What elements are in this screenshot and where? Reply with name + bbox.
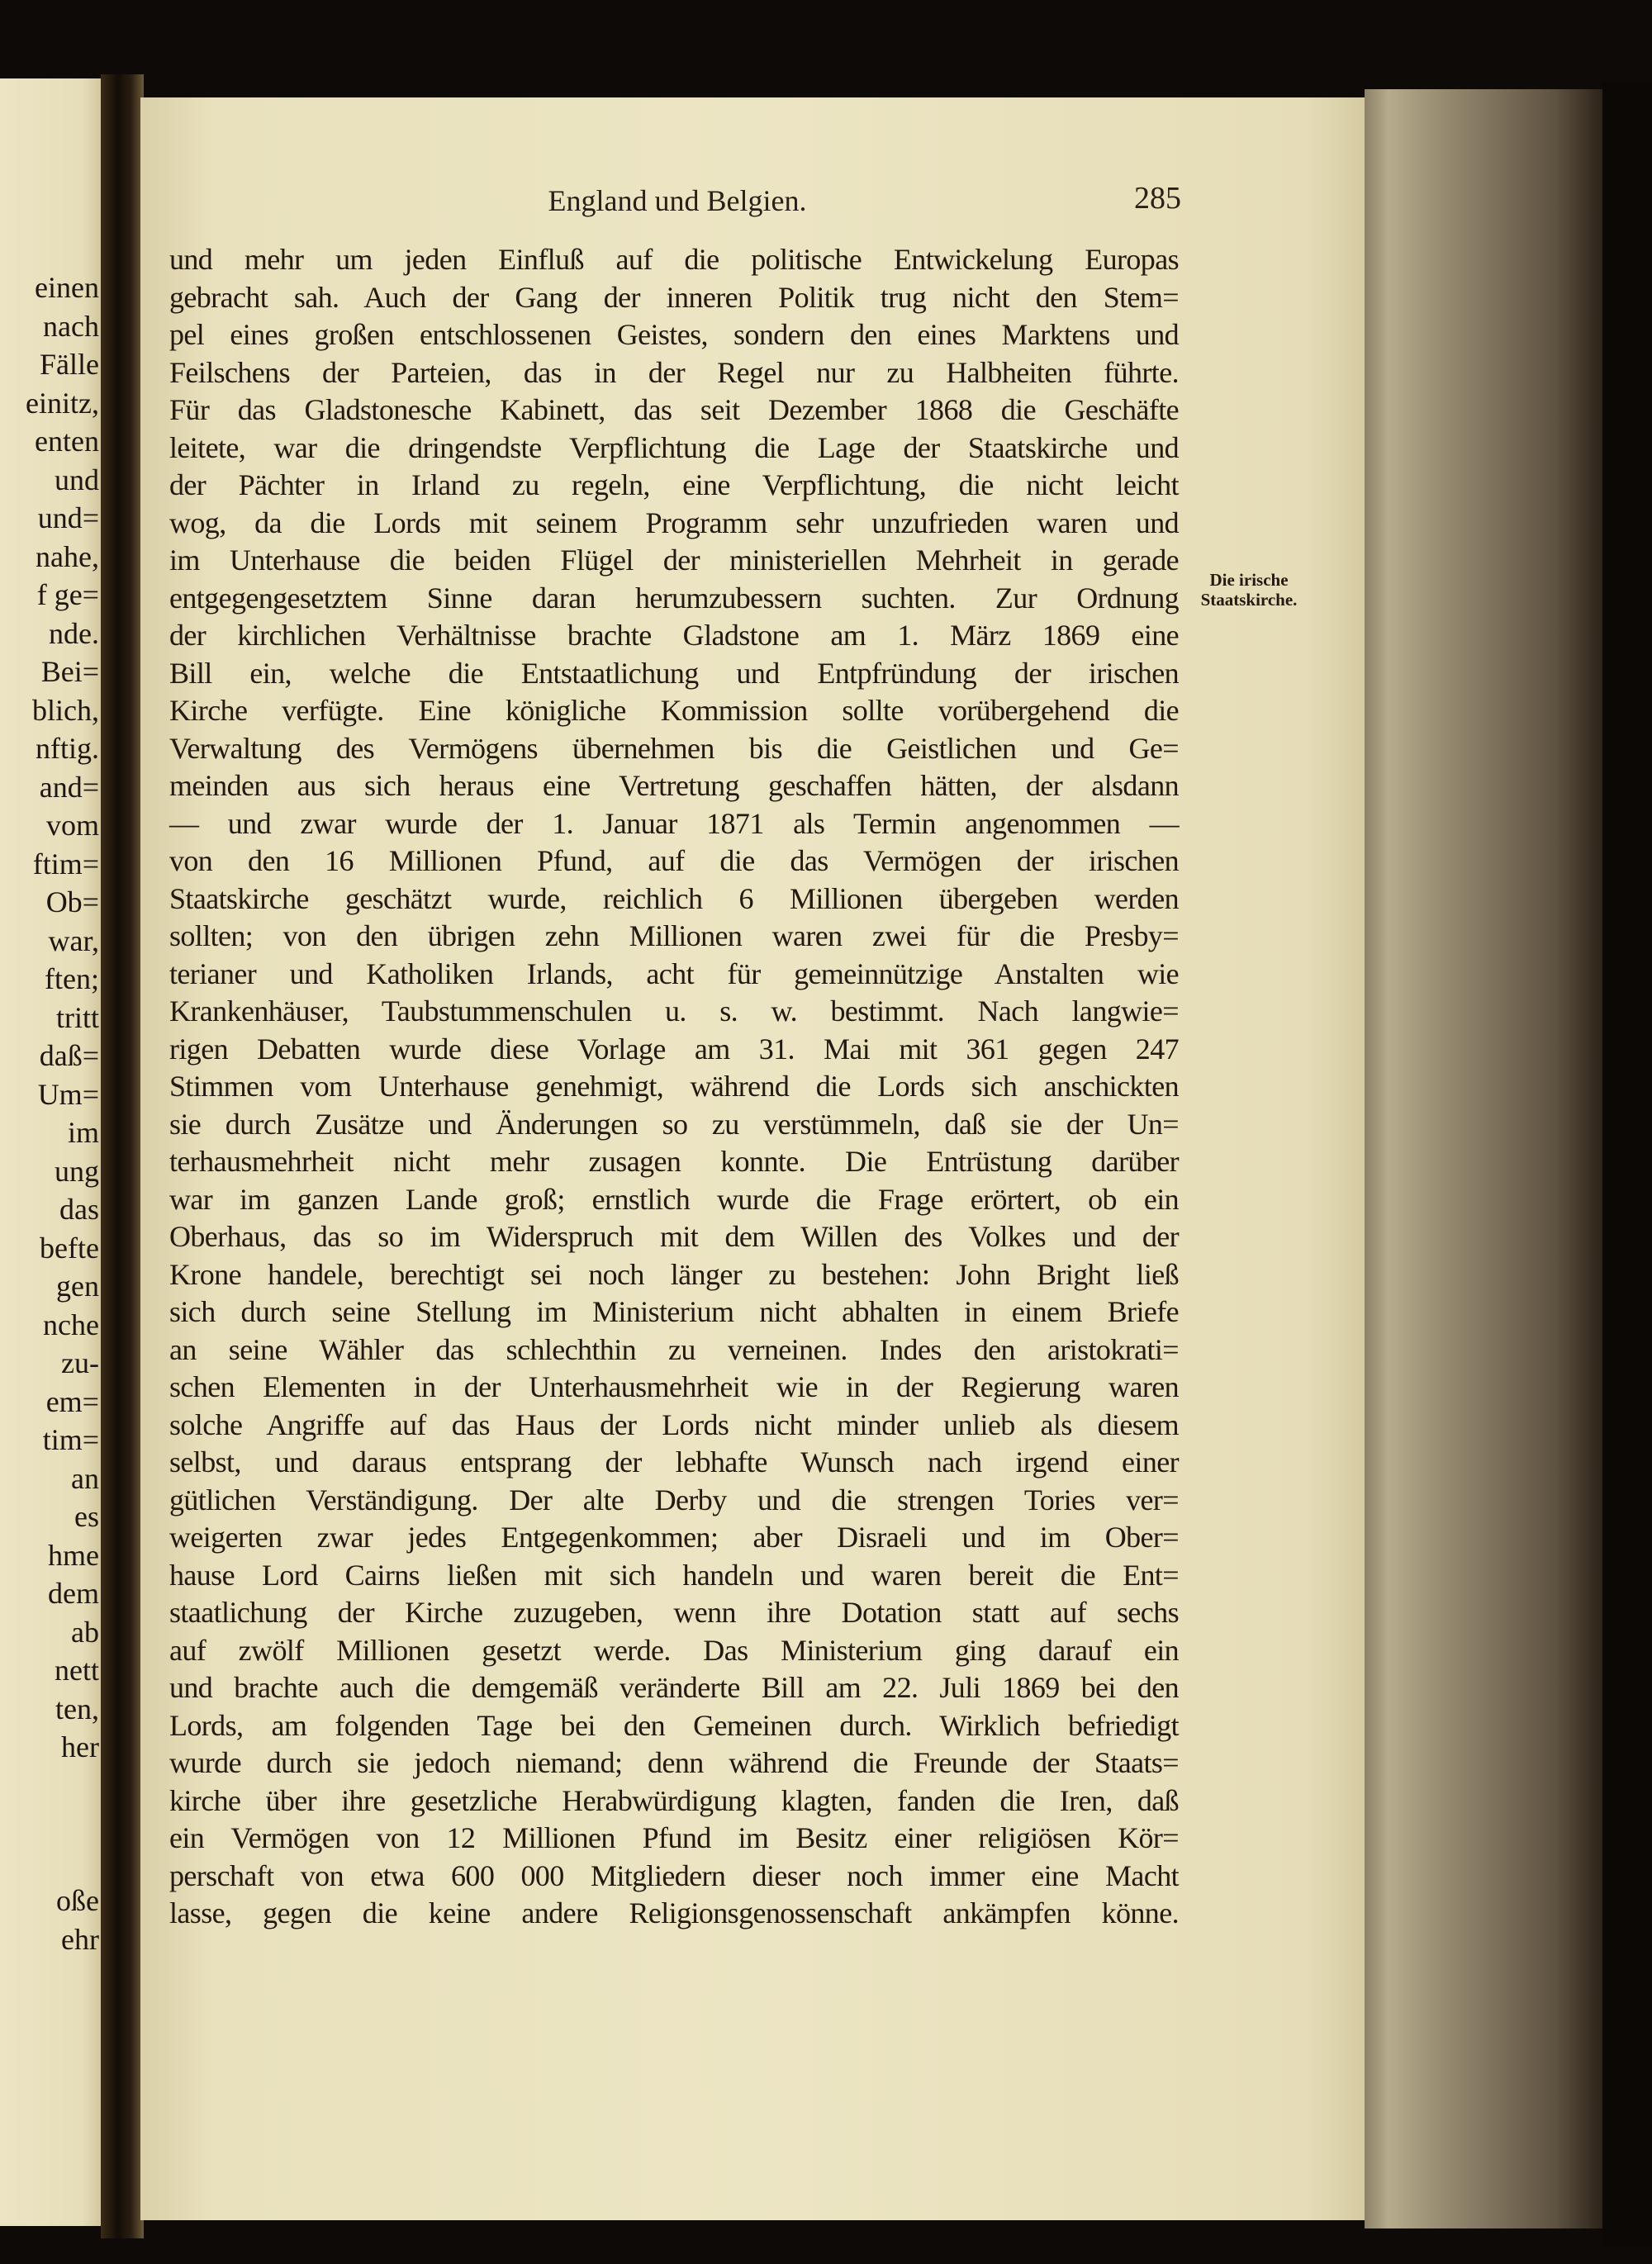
book-cover-edge	[1602, 83, 1652, 2247]
text-line: selbst, und daraus entsprang der lebhafte Wunsch nach irgend einer	[169, 1445, 1179, 1478]
text-line: im Unterhause die beiden Flügel der ministeriellen Mehrheit in gerade	[169, 543, 1179, 577]
left-page-line: tim=	[42, 1423, 99, 1456]
text-line: entgegengesetztem Sinne daran herumzubessern suchten. Zur Ordnung	[169, 581, 1179, 615]
left-page-line: Um=	[37, 1077, 99, 1111]
left-page-line: blich,	[32, 693, 99, 727]
text-line: Feilschens der Parteien, das in der Regel nur zu Halbheiten führte.	[169, 355, 1179, 389]
text-line: hause Lord Cairns ließen mit sich handeln und waren bereit die Ent=	[169, 1558, 1179, 1592]
text-line: auf zwölf Millionen gesetzt werde. Das Ministerium ging darauf ein	[169, 1633, 1179, 1667]
left-page-line: dem	[48, 1577, 99, 1610]
text-line: Stimmen vom Unterhause genehmigt, während die Lords sich anschickten	[169, 1070, 1179, 1103]
text-line: Lords, am folgenden Tage bei den Gemeinen durch. Wirklich befriedigt	[169, 1708, 1179, 1742]
text-line: Krone handele, berechtigt sei noch länger zu bestehen: John Bright ließ	[169, 1257, 1179, 1291]
left-page-line: an	[71, 1461, 99, 1495]
text-line: gebracht sah. Auch der Gang der inneren Politik trug nicht den Stem=	[169, 280, 1179, 314]
left-page-line: es	[74, 1500, 99, 1533]
text-line: der Pächter in Irland zu regeln, eine Verpflichtung, die nicht leicht	[169, 468, 1179, 501]
left-page-line: das	[59, 1193, 99, 1226]
text-line: rigen Debatten wurde diese Vorlage am 31. Mai mit 361 gegen 247	[169, 1032, 1179, 1066]
text-line: leitete, war die dringendste Verpflichtung die Lage der Staatskirche und	[169, 430, 1179, 464]
left-page-line: war,	[48, 923, 99, 957]
text-line: Krankenhäuser, Taubstummenschulen u. s. w. bestimmt. Nach langwie=	[169, 994, 1179, 1028]
left-page-line: gen	[56, 1270, 99, 1303]
margin-note-line: Staatskirche.	[1200, 590, 1298, 610]
text-line: Verwaltung des Vermögens übernehmen bis die Geistlichen und Ge=	[169, 731, 1179, 765]
left-page-line: tritt	[56, 1000, 99, 1034]
text-line: Für das Gladstonesche Kabinett, das seit Dezember 1868 die Geschäfte	[169, 393, 1179, 426]
body-text	[169, 241, 1179, 1933]
text-line: an seine Wähler das schlechthin zu verneinen. Indes den aristokrati=	[169, 1332, 1179, 1366]
left-page-line: und	[55, 463, 99, 496]
left-page-line: nach	[43, 309, 99, 343]
text-line: wog, da die Lords mit seinem Programm sehr unzufrieden waren und	[169, 505, 1179, 539]
left-page-line: ung	[55, 1154, 99, 1188]
text-line: schen Elementen in der Unterhausmehrheit wie in der Regierung waren	[169, 1370, 1179, 1403]
left-page-line: and=	[39, 770, 99, 804]
text-line: weigerten zwar jedes Entgegenkommen; aber Disraeli und im Ober=	[169, 1521, 1179, 1554]
left-page-line: enten	[35, 425, 99, 458]
text-line: perschaft von etwa 600 000 Mitgliedern dieser noch immer eine Macht	[169, 1858, 1179, 1892]
text-line: sollten; von den übrigen zehn Millionen waren zwei für die Presby=	[169, 919, 1179, 952]
page-number: 285	[1134, 181, 1181, 216]
text-line: staatlichung der Kirche zuzugeben, wenn ihre Dotation statt auf sechs	[169, 1596, 1179, 1629]
left-page-line: hme	[48, 1538, 99, 1572]
left-page-line: einitz,	[26, 386, 99, 420]
text-line: — und zwar wurde der 1. Januar 1871 als Termin angenommen —	[169, 806, 1179, 840]
text-line: meinden aus sich heraus eine Vertretung geschaffen hätten, der alsdann	[169, 769, 1179, 802]
left-page-line: Fälle	[40, 348, 99, 381]
left-page-line: nde.	[49, 616, 99, 650]
left-page-line: nahe,	[36, 539, 99, 573]
left-page-line: einen	[35, 271, 99, 304]
text-line: sie durch Zusätze und Änderungen so zu verstümmeln, daß sie der Un=	[169, 1107, 1179, 1141]
text-line: lasse, gegen die keine andere Religionsgenossenschaft ankämpfen könne.	[169, 1896, 1179, 1929]
left-page-line: und=	[37, 501, 99, 534]
text-line: war im ganzen Lande groß; ernstlich wurde die Frage erörtert, ob ein	[169, 1182, 1179, 1216]
page-stack-edge	[1365, 89, 1604, 2228]
text-line: ein Vermögen von 12 Millionen Pfund im Besitz einer religiösen Kör=	[169, 1821, 1179, 1854]
text-line: von den 16 Millionen Pfund, auf die das Vermögen der irischen	[169, 844, 1179, 877]
left-page-line: oße	[56, 1884, 99, 1917]
left-page-line: Bei=	[40, 655, 99, 688]
left-page-line: ab	[71, 1615, 99, 1649]
text-line: sich durch seine Stellung im Ministerium nicht abhalten in einem Briefe	[169, 1295, 1179, 1328]
margin-note	[1183, 570, 1315, 610]
text-line: und mehr um jeden Einfluß auf die politische Entwickelung Europas	[169, 243, 1179, 276]
left-page-line: daß=	[39, 1039, 99, 1072]
text-line: Kirche verfügte. Eine königliche Kommission sollte vorübergehend die	[169, 694, 1179, 727]
left-page-line: vom	[45, 809, 99, 842]
left-page-line: ften;	[45, 962, 99, 995]
left-page-line: em=	[45, 1384, 99, 1418]
text-line: und brachte auch die demgemäß veränderte Bill am 22. Juli 1869 bei den	[169, 1671, 1179, 1704]
running-title: England und Belgien.	[548, 184, 807, 217]
text-line: Staatskirche geschätzt wurde, reichlich 6 Millionen übergeben werden	[169, 881, 1179, 915]
left-page-line: nett	[55, 1654, 99, 1687]
left-page-line: zu-	[61, 1346, 99, 1379]
left-page-line: im	[67, 1116, 99, 1149]
book-gutter	[101, 74, 144, 2238]
left-page-line: befte	[40, 1231, 99, 1265]
left-page-line: Ob=	[45, 885, 99, 918]
left-page-line: ftim=	[32, 847, 99, 880]
left-page-line: f ge=	[36, 578, 99, 611]
text-line: Bill ein, welche die Entstaatlichung und Entpfründung der irischen	[169, 656, 1179, 690]
left-page-line: ten,	[55, 1692, 99, 1725]
text-line: terianer und Katholiken Irlands, acht für gemeinnützige Anstalten wie	[169, 956, 1179, 990]
left-page-line: nche	[43, 1308, 99, 1341]
text-line: pel eines großen entschlossenen Geistes, sondern den eines Marktens und	[169, 318, 1179, 351]
text-line: der kirchlichen Verhältnisse brachte Gladstone am 1. März 1869 eine	[169, 619, 1179, 652]
left-page-line: her	[61, 1730, 99, 1763]
text-line: kirche über ihre gesetzliche Herabwürdigung klagten, fanden die Iren, daß	[169, 1783, 1179, 1817]
left-page-line: nftig.	[36, 732, 99, 765]
text-line: wurde durch sie jedoch niemand; denn während die Freunde der Staats=	[169, 1746, 1179, 1779]
margin-note-line: Die irische	[1209, 570, 1289, 590]
text-line: solche Angriffe auf das Haus der Lords nicht minder unlieb als diesem	[169, 1407, 1179, 1441]
text-line: Oberhaus, das so im Widerspruch mit dem Willen des Volkes und der	[169, 1220, 1179, 1253]
text-line: gütlichen Verständigung. Der alte Derby und die strengen Tories ver=	[169, 1483, 1179, 1516]
text-line: terhausmehrheit nicht mehr zusagen konnte. Die Entrüstung darüber	[169, 1145, 1179, 1178]
left-page-line: ehr	[61, 1922, 99, 1956]
